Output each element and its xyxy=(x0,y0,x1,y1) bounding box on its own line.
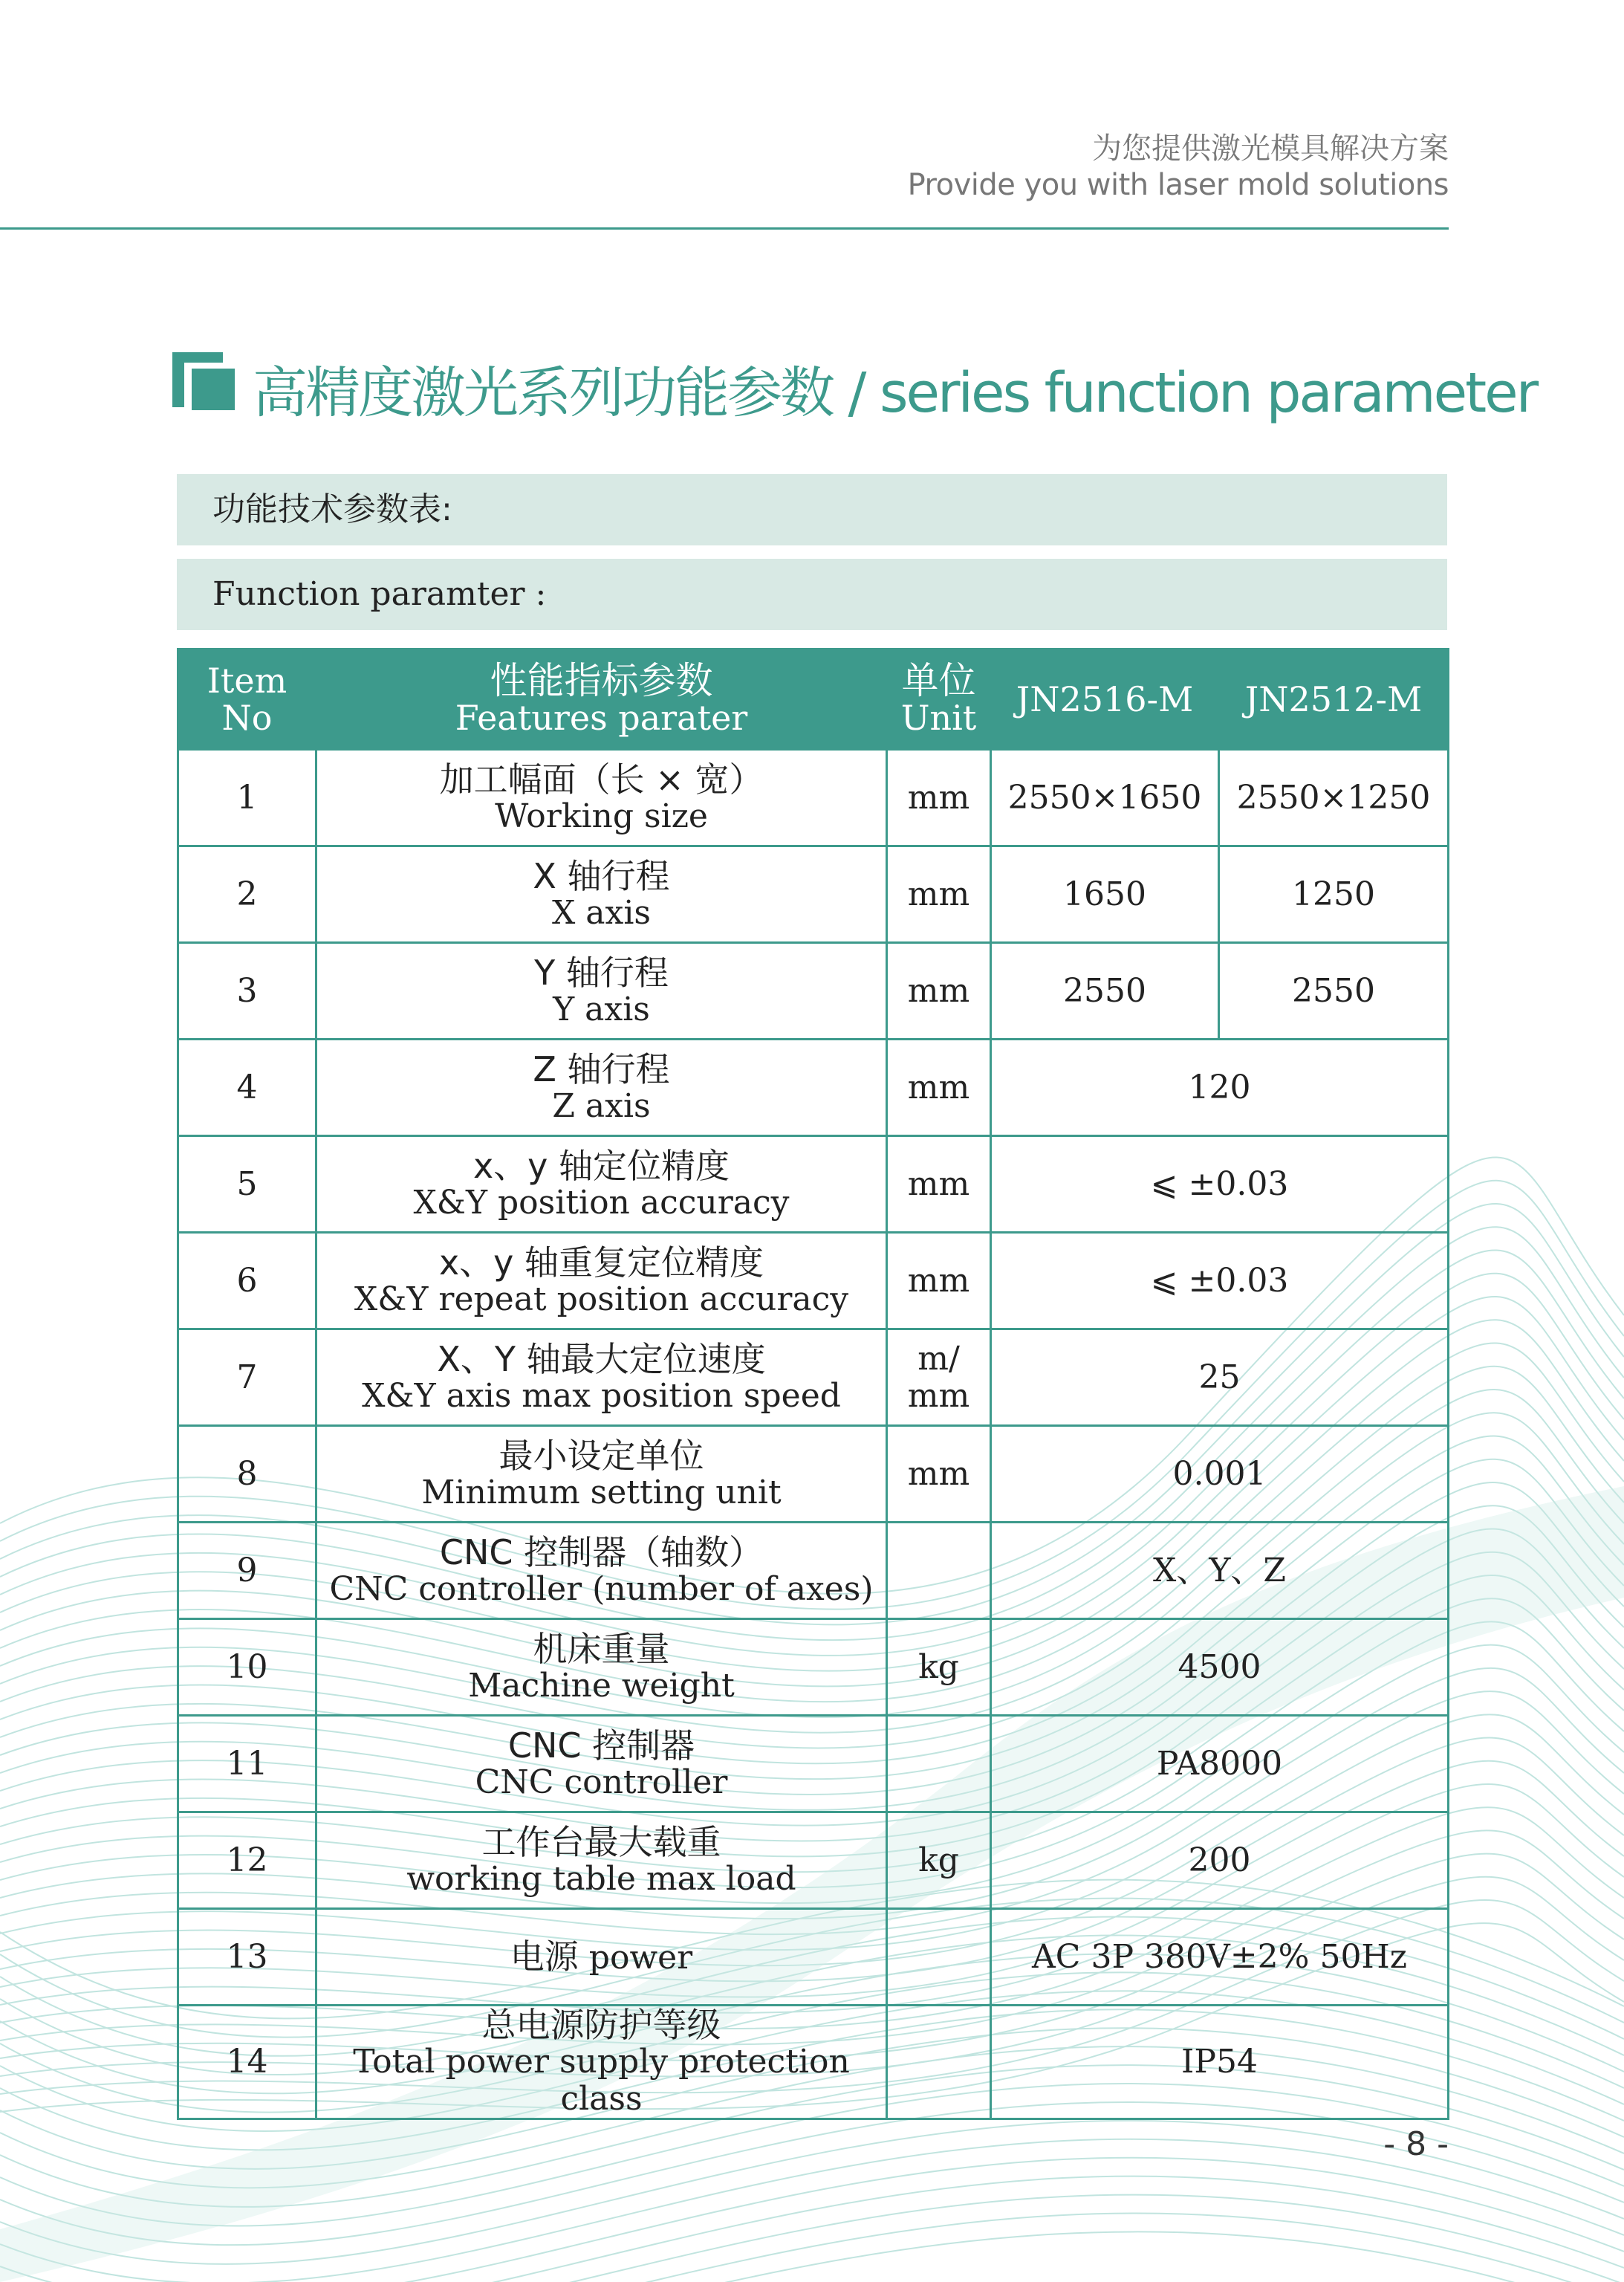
header-model-a: JN2516-M xyxy=(991,649,1219,750)
table-row xyxy=(178,2006,1449,2119)
table-row xyxy=(178,1619,1449,1716)
cell-model-b: 2550×1250 xyxy=(1219,750,1449,846)
cell-unit: mm xyxy=(887,1426,991,1523)
feature-en: X&Y position accuracy xyxy=(413,1183,790,1222)
cell-value: 120 xyxy=(991,1040,1449,1136)
cell-item-no: 2 xyxy=(178,846,316,943)
cell-model-a: 2550 xyxy=(991,943,1219,1040)
header-unit-en: Unit xyxy=(900,698,977,738)
cell-unit: m/ mm xyxy=(887,1329,991,1426)
header-features-cn: 性能指标参数 xyxy=(490,659,713,702)
cell-feature xyxy=(316,943,887,1040)
header-divider xyxy=(0,227,1449,230)
cell-unit: mm xyxy=(887,1233,991,1329)
cell-item-no: 8 xyxy=(178,1426,316,1523)
feature-cn: X、Y 轴最大定位速度 xyxy=(437,1338,766,1379)
cell-item-no: 11 xyxy=(178,1716,316,1812)
cell-unit xyxy=(887,1716,991,1812)
feature-en: X&Y axis max position speed xyxy=(362,1376,841,1415)
cell-unit: kg xyxy=(887,1812,991,1909)
section-title: 高精度激光系列功能参数 / series function parameter xyxy=(253,361,1537,425)
table-row xyxy=(178,1136,1449,1233)
cell-feature xyxy=(316,1716,887,1812)
feature-en: X axis xyxy=(551,893,651,932)
cell-unit xyxy=(887,1909,991,2006)
cell-unit xyxy=(887,1523,991,1619)
table-row xyxy=(178,1909,1449,2006)
header-item-no: Item No xyxy=(178,649,316,750)
feature-cn: 最小设定单位 xyxy=(498,1435,704,1476)
cell-unit: mm xyxy=(887,943,991,1040)
feature-cn: 电源 xyxy=(510,1936,579,1977)
cell-feature xyxy=(316,846,887,943)
table-row xyxy=(178,1233,1449,1329)
table-row xyxy=(178,1523,1449,1619)
cell-value: AC 3P 380V±2% 50Hz xyxy=(991,1909,1449,2006)
feature-en: Total power supply protection class xyxy=(353,2043,850,2118)
cell-feature xyxy=(316,1426,887,1523)
cell-item-no: 3 xyxy=(178,943,316,1040)
cell-value: X、Y、Z xyxy=(991,1523,1449,1619)
feature-en: X&Y repeat position accuracy xyxy=(354,1280,849,1318)
cell-value: IP54 xyxy=(991,2006,1449,2119)
header-unit xyxy=(887,649,991,750)
cell-value: 25 xyxy=(991,1329,1449,1426)
table-row xyxy=(178,1040,1449,1136)
table-header-row xyxy=(178,649,1449,750)
cell-item-no: 14 xyxy=(178,2006,316,2119)
cell-unit: kg xyxy=(887,1619,991,1716)
cell-item-no: 13 xyxy=(178,1909,316,2006)
cell-value: 4500 xyxy=(991,1619,1449,1716)
feature-cn: 工作台最大载重 xyxy=(481,1821,721,1862)
feature-cn: x、y 轴定位精度 xyxy=(472,1145,730,1186)
table-row xyxy=(178,1426,1449,1523)
header-unit-cn: 单位 xyxy=(901,659,976,702)
cell-unit xyxy=(887,2006,991,2119)
cell-unit: mm xyxy=(887,1136,991,1233)
cell-item-no: 6 xyxy=(178,1233,316,1329)
section-marker-icon xyxy=(172,352,238,412)
feature-en: working table max load xyxy=(406,1859,796,1898)
header-tagline-en: Provide you with laser mold solutions xyxy=(907,168,1449,202)
table-row xyxy=(178,750,1449,846)
cell-feature xyxy=(316,1329,887,1426)
cell-feature xyxy=(316,1619,887,1716)
table-row xyxy=(178,943,1449,1040)
cell-item-no: 9 xyxy=(178,1523,316,1619)
header-model-b: JN2512-M xyxy=(1219,649,1449,750)
cell-value: PA8000 xyxy=(991,1716,1449,1812)
cell-model-a: 2550×1650 xyxy=(991,750,1219,846)
feature-cn: CNC 控制器（轴数） xyxy=(439,1531,764,1572)
feature-en: CNC controller (number of axes) xyxy=(329,1569,874,1608)
feature-en: Z axis xyxy=(552,1086,651,1125)
header-tagline-cn: 为您提供激光模具解决方案 xyxy=(1092,132,1449,166)
feature-en: power xyxy=(588,1938,693,1977)
cell-feature xyxy=(316,1136,887,1233)
cell-value: 0.001 xyxy=(991,1426,1449,1523)
feature-cn: 加工幅面（长 × 宽） xyxy=(439,759,764,800)
cell-feature xyxy=(316,750,887,846)
cell-feature xyxy=(316,1040,887,1136)
cell-value: 200 xyxy=(991,1812,1449,1909)
cell-item-no: 1 xyxy=(178,750,316,846)
feature-cn: x、y 轴重复定位精度 xyxy=(438,1242,764,1283)
page-number: - 8 - xyxy=(1383,2125,1449,2163)
subheading-en: Function paramter : xyxy=(177,559,1447,630)
feature-en: Minimum setting unit xyxy=(421,1473,782,1511)
feature-cn: Y 轴行程 xyxy=(534,952,669,993)
spec-table xyxy=(177,648,1449,2120)
cell-value: ⩽ ±0.03 xyxy=(991,1136,1449,1233)
feature-cn: 总电源防护等级 xyxy=(481,2005,721,2045)
cell-item-no: 7 xyxy=(178,1329,316,1426)
header-features-en: Features parater xyxy=(455,698,748,738)
cell-item-no: 10 xyxy=(178,1619,316,1716)
feature-cn: CNC 控制器 xyxy=(507,1725,695,1766)
table-row xyxy=(178,1329,1449,1426)
cell-unit: mm xyxy=(887,846,991,943)
table-row xyxy=(178,1812,1449,1909)
feature-en: Y axis xyxy=(553,990,650,1028)
feature-cn: Z 轴行程 xyxy=(533,1048,670,1089)
cell-value: ⩽ ±0.03 xyxy=(991,1233,1449,1329)
cell-item-no: 4 xyxy=(178,1040,316,1136)
cell-feature xyxy=(316,1812,887,1909)
feature-en: Working size xyxy=(495,797,708,835)
header-features xyxy=(316,649,887,750)
cell-feature xyxy=(316,1523,887,1619)
cell-item-no: 12 xyxy=(178,1812,316,1909)
feature-cn: 机床重量 xyxy=(533,1628,670,1669)
cell-model-a: 1650 xyxy=(991,846,1219,943)
feature-en: Machine weight xyxy=(468,1666,735,1705)
cell-unit: mm xyxy=(887,1040,991,1136)
subheading-cn: 功能技术参数表: xyxy=(177,474,1447,545)
cell-feature xyxy=(316,1909,887,2006)
table-row xyxy=(178,1716,1449,1812)
feature-cn: X 轴行程 xyxy=(533,855,670,896)
table-row xyxy=(178,846,1449,943)
cell-model-b: 2550 xyxy=(1219,943,1449,1040)
cell-feature xyxy=(316,2006,887,2119)
cell-item-no: 5 xyxy=(178,1136,316,1233)
cell-feature xyxy=(316,1233,887,1329)
cell-unit: mm xyxy=(887,750,991,846)
feature-en: CNC controller xyxy=(475,1763,728,1801)
cell-model-b: 1250 xyxy=(1219,846,1449,943)
